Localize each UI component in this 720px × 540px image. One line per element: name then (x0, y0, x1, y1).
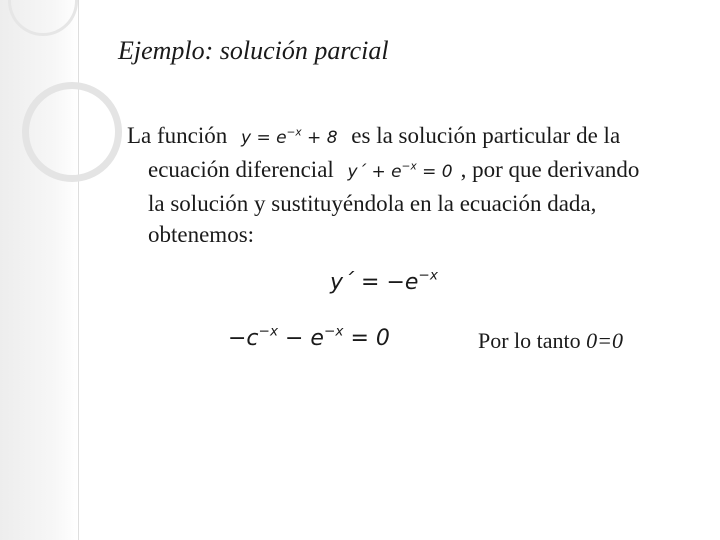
slide-title: Ejemplo: solución parcial (118, 36, 389, 65)
solution-exponent: −x (286, 126, 302, 139)
substitution-rhs: = 0 (343, 326, 390, 351)
substitution-part2: − e (278, 326, 324, 351)
solution-rhs: + 8 (301, 128, 338, 148)
decorative-ring (22, 82, 122, 182)
differential-rhs: = 0 (416, 162, 453, 182)
solution-equation (241, 123, 338, 154)
derivative-equation (330, 267, 438, 295)
slide-side-band (0, 0, 79, 540)
conclusion-text: Por lo tanto (478, 328, 587, 353)
paragraph-line-4: obtenemos: (148, 222, 255, 247)
substitution-equation (228, 323, 390, 351)
derivative-exponent: −x (418, 267, 438, 284)
differential-lhs: y´ + e (347, 162, 402, 182)
differential-equation (348, 157, 453, 188)
solution-lhs: y = e (241, 128, 287, 148)
line1-suffix: es la solución particular de la (351, 123, 621, 148)
conclusion-value: 0=0 (586, 328, 624, 353)
paragraph-line-1 (127, 120, 702, 154)
substitution-part1: −c (228, 326, 259, 351)
paragraph-line-2 (127, 154, 702, 188)
derivative-lhs: y´ = −e (330, 270, 419, 295)
line2-suffix: , por que derivando (460, 157, 640, 182)
substitution-exponent-1: −x (258, 323, 279, 340)
line1-prefix: La función (127, 123, 228, 148)
substitution-exponent-2: −x (323, 323, 344, 340)
body-paragraph (127, 120, 702, 250)
line2-prefix: ecuación diferencial (148, 157, 334, 182)
conclusion (478, 328, 623, 354)
differential-exponent: −x (401, 160, 417, 173)
paragraph-line-3: la solución y sustituyéndola en la ecuación dada, (148, 191, 597, 216)
